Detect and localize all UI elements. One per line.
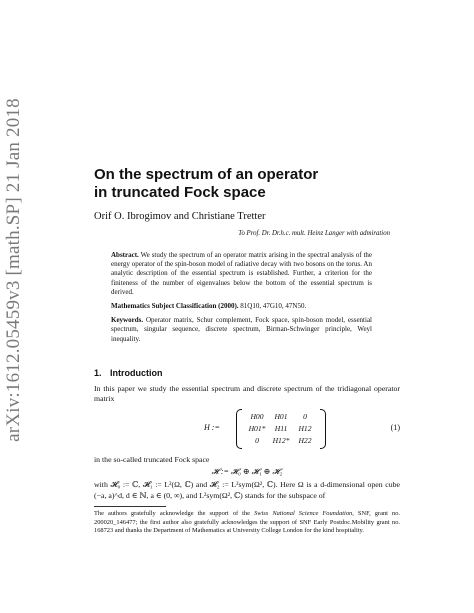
- footnote-part-2: , SNF, grant no. 200020_146477; the first author also gratefully acknowledges the support of SNF Early Postdoc.Mobility grant no. 168723 and thanks the Department of Mathematics at University College London for the kind hospitality.: [94, 510, 400, 535]
- keywords-paragraph: [111, 316, 372, 344]
- msc-text: 81Q10, 47G10, 47N50.: [240, 302, 307, 311]
- operator-matrix-equation: [94, 407, 400, 453]
- arxiv-identifier: arXiv:1612.05459v3 [math.SP] 21 Jan 2018: [3, 98, 24, 442]
- paper-authors: Orif O. Ibrogimov and Christiane Tretter: [94, 211, 266, 222]
- matrix-cell: H12*: [272, 436, 290, 445]
- matrix-left-paren: [236, 409, 242, 449]
- arxiv-stamp-strip: [0, 0, 28, 613]
- paper-title-line-2: in truncated Fock space: [94, 184, 266, 201]
- matrix-right-paren: [320, 409, 326, 449]
- matrix-cell: H01: [274, 412, 288, 421]
- equation-number: (1): [390, 423, 400, 432]
- footnote-part-1: The authors gratefully acknowledge the support of the: [94, 510, 255, 517]
- matrix-cell: H22: [298, 436, 312, 445]
- intro-definitions: with 𝓗₀ := ℂ, 𝓗₁ := L²(Ω, ℂ) and 𝓗₂ := L²sym(Ω², ℂ). Here Ω is a d-dimensional open cube (−a, a)^d, d ∈ ℕ, a ∈ (0, ∞), and L²sym(Ω², ℂ) stands for the subspace of: [94, 480, 400, 500]
- abstract-text: We study the spectrum of an operator matrix arising in the spectral analysis of the energy operator of the spin-boson model of radiative decay with two bosons on the torus. An analytic description of the essential spectrum is established. Further, a criterion for the finiteness of the number of eigenvalues below the bottom of the essential spectrum is derived.: [111, 251, 373, 296]
- matrix-cell: 0: [255, 436, 259, 445]
- section-heading: [94, 368, 163, 379]
- abstract-label: Abstract.: [111, 251, 139, 259]
- footnote: [94, 510, 400, 536]
- abstract-block: [111, 251, 372, 349]
- msc-paragraph: [111, 302, 372, 311]
- keywords-text: Operator matrix, Schur complement, Fock space, spin-boson model, essential spectrum, singular sequence, discrete spectrum, Birman-Schwinger principle, Weyl inequality.: [111, 316, 373, 343]
- keywords-label: Keywords.: [111, 316, 144, 325]
- fock-space-equation: 𝓗 := 𝓗₀ ⊕ 𝓗₁ ⊕ 𝓗₂: [211, 467, 283, 476]
- intro-paragraph: In this paper we study the essential spectrum and discrete spectrum of the tridiagonal operator matrix: [94, 384, 400, 404]
- operator-matrix: [236, 409, 326, 449]
- matrix-cell: H00: [250, 412, 264, 421]
- equation-lhs: H :=: [204, 423, 220, 432]
- section-title: Introduction: [110, 368, 163, 378]
- matrix-entries: [245, 411, 317, 447]
- dedication: To Prof. Dr. Dr.h.c. mult. Heinz Langer with admiration: [238, 230, 390, 237]
- matrix-cell: H12: [298, 424, 312, 433]
- footnote-divider: [94, 506, 166, 507]
- matrix-cell: 0: [303, 412, 307, 421]
- abstract-paragraph: [111, 251, 372, 297]
- msc-label: Mathematics Subject Classification (2000).: [111, 302, 239, 311]
- paper-title-line-1: On the spectrum of an operator: [94, 166, 319, 183]
- footnote-foundation: Swiss National Science Foundation: [254, 510, 353, 517]
- matrix-cell: H11: [274, 424, 288, 433]
- matrix-cell: H01*: [248, 424, 266, 433]
- intro-after-matrix: in the so-called truncated Fock space: [94, 455, 210, 464]
- paper-title: [94, 166, 434, 202]
- section-number: 1.: [94, 368, 102, 378]
